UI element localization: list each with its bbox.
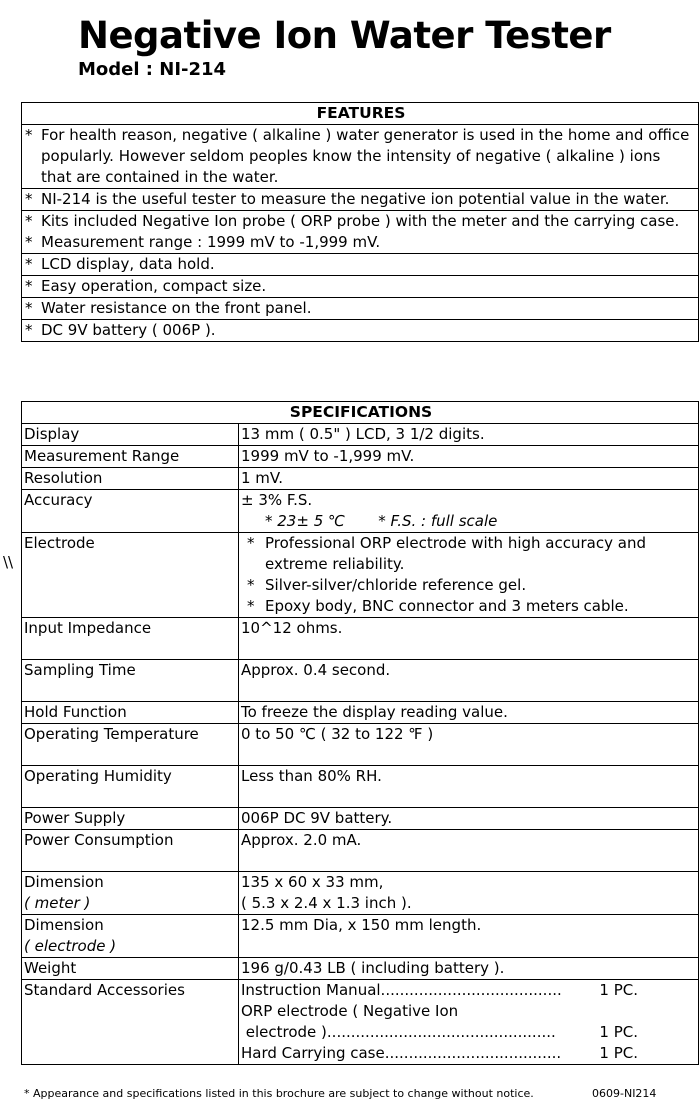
spec-row-impedance (22, 618, 699, 660)
spec-value (239, 872, 699, 915)
feature-text: DC 9V battery ( 006P ). (41, 321, 216, 339)
spec-row-range (22, 446, 699, 468)
feature-text: For health reason, negative ( alkaline ) water generator is used in the home and office popularly. However seldom peoples know the intensity of negative ( alkaline ) ions that are contained in the water. (41, 126, 690, 186)
dimension-label: Dimension (24, 873, 104, 891)
dimension-sublabel: ( electrode ) (24, 937, 117, 955)
feature-text: Measurement range : 1999 mV to -1,999 mV. (41, 233, 381, 251)
spec-label: Display (22, 424, 239, 446)
spec-value: 0 to 50 ℃ ( 32 to 122 ℉ ) (239, 724, 699, 766)
spec-label: Power Supply (22, 808, 239, 830)
accessory-qty: 1 PC. (599, 1044, 638, 1062)
accessory-item: electrode )................................................ (241, 1023, 556, 1041)
model-number: Model : NI-214 (78, 59, 227, 80)
accessory-item: Instruction Manual...................................... (241, 981, 562, 999)
spec-label (22, 915, 239, 958)
spec-value: 196 g/0.43 LB ( including battery ). (239, 958, 699, 980)
dimension-line: 135 x 60 x 33 mm, (241, 873, 384, 891)
bullet-star: * (25, 212, 33, 230)
document-code: 0609-NI214 (592, 1087, 657, 1100)
accessory-qty: 1 PC. (599, 981, 638, 999)
spec-label: Electrode (22, 533, 239, 618)
features-heading: FEATURES (22, 103, 699, 125)
spec-value: To freeze the display reading value. (239, 702, 699, 724)
bullet-star: * (25, 321, 33, 339)
dimension-line: ( 5.3 x 2.4 x 1.3 inch ). (241, 894, 412, 912)
bullet-star: * (25, 277, 33, 295)
feature-text: NI-214 is the useful tester to measure the negative ion potential value in the water. (41, 190, 670, 208)
feature-text: Water resistance on the front panel. (41, 299, 312, 317)
feature-row (22, 320, 699, 342)
spec-label: Hold Function (22, 702, 239, 724)
spec-row-op-humidity (22, 766, 699, 808)
spec-value: 1 mV. (239, 468, 699, 490)
feature-row (22, 276, 699, 298)
margin-mark: \\ (3, 553, 14, 571)
spec-label: Measurement Range (22, 446, 239, 468)
spec-row-weight (22, 958, 699, 980)
page-title: Negative Ion Water Tester (78, 14, 611, 57)
bullet-star: * (25, 190, 33, 208)
spec-label: Operating Temperature (22, 724, 239, 766)
spec-row-sampling (22, 660, 699, 702)
spec-value: 13 mm ( 0.5" ) LCD, 3 1/2 digits. (239, 424, 699, 446)
feature-row (22, 298, 699, 320)
spec-label: Power Consumption (22, 830, 239, 872)
footer-note: * Appearance and specifications listed in this brochure are subject to change without notice. (24, 1087, 534, 1100)
spec-value (239, 490, 699, 533)
spec-row-dim-electrode (22, 915, 699, 958)
spec-value: Approx. 2.0 mA. (239, 830, 699, 872)
features-table (21, 102, 699, 342)
spec-label: Operating Humidity (22, 766, 239, 808)
bullet-star: * (25, 126, 33, 144)
accessory-item: ORP electrode ( Negative Ion (241, 1002, 459, 1020)
bullet-star: * (25, 255, 33, 273)
bullet-star: * (247, 534, 255, 552)
bullet-star: * (247, 597, 255, 615)
accuracy-note: * 23± 5 ℃ * F.S. : full scale (265, 512, 498, 530)
spec-label: Accuracy (22, 490, 239, 533)
spec-value: Less than 80% RH. (239, 766, 699, 808)
feature-row (22, 211, 699, 254)
spec-row-display (22, 424, 699, 446)
spec-label: Standard Accessories (22, 980, 239, 1065)
accessory-item: Hard Carrying case..................................... (241, 1044, 562, 1062)
spec-value: 006P DC 9V battery. (239, 808, 699, 830)
accessory-qty: 1 PC. (599, 1023, 638, 1041)
electrode-item: Epoxy body, BNC connector and 3 meters cable. (265, 597, 629, 615)
spec-row-op-temp (22, 724, 699, 766)
electrode-item: Silver-silver/chloride reference gel. (265, 576, 527, 594)
bullet-star: * (25, 233, 33, 251)
spec-value (239, 980, 699, 1065)
feature-text: Kits included Negative Ion probe ( ORP probe ) with the meter and the carrying case. (41, 212, 680, 230)
accuracy-value: ± 3% F.S. (241, 491, 313, 509)
spec-label: Weight (22, 958, 239, 980)
specifications-table (21, 401, 699, 1065)
spec-label (22, 872, 239, 915)
spec-value: 12.5 mm Dia, x 150 mm length. (239, 915, 699, 958)
spec-row-power-consumption (22, 830, 699, 872)
spec-label: Input Impedance (22, 618, 239, 660)
specifications-heading: SPECIFICATIONS (22, 402, 699, 424)
spec-label: Sampling Time (22, 660, 239, 702)
feature-row (22, 254, 699, 276)
spec-value: 10^12 ohms. (239, 618, 699, 660)
spec-row-power-supply (22, 808, 699, 830)
feature-text: Easy operation, compact size. (41, 277, 267, 295)
bullet-star: * (247, 576, 255, 594)
feature-row (22, 125, 699, 189)
spec-label: Resolution (22, 468, 239, 490)
electrode-item: Professional ORP electrode with high accuracy and extreme reliability. (265, 534, 646, 573)
dimension-sublabel: ( meter ) (24, 894, 91, 912)
feature-row (22, 189, 699, 211)
feature-text: LCD display, data hold. (41, 255, 215, 273)
spec-row-hold (22, 702, 699, 724)
bullet-star: * (25, 299, 33, 317)
spec-row-dim-meter (22, 872, 699, 915)
spec-value: Approx. 0.4 second. (239, 660, 699, 702)
spec-row-resolution (22, 468, 699, 490)
spec-row-accuracy (22, 490, 699, 533)
dimension-label: Dimension (24, 916, 104, 934)
spec-value (239, 533, 699, 618)
spec-value: 1999 mV to -1,999 mV. (239, 446, 699, 468)
spec-row-electrode (22, 533, 699, 618)
spec-row-accessories (22, 980, 699, 1065)
